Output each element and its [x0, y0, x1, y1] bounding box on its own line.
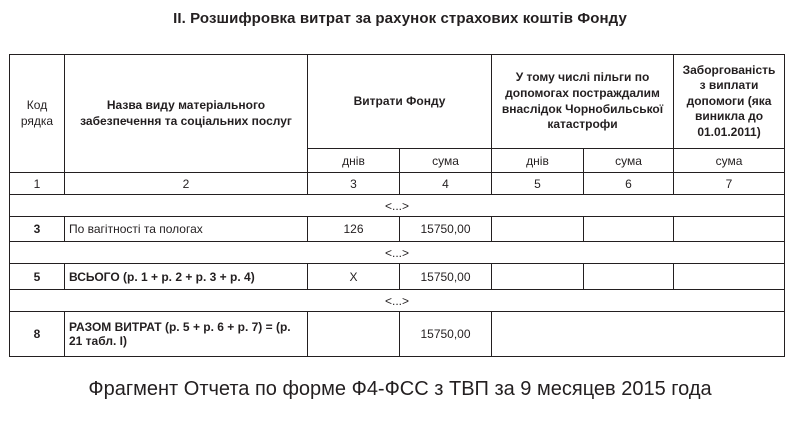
column-number-row	[10, 173, 785, 195]
ellipsis-marker: <...>	[10, 290, 785, 312]
row-code: 8	[10, 312, 65, 357]
header-code: Код рядка	[10, 55, 65, 173]
header-expenses: Витрати Фонду	[308, 55, 492, 149]
subheader-sum: сума	[400, 149, 492, 173]
row-sum: 15750,00	[400, 217, 492, 242]
row-debt-sum	[674, 217, 785, 242]
header-row	[10, 55, 785, 149]
row-days: 126	[308, 217, 400, 242]
row-name: По вагітності та пологах	[65, 217, 308, 242]
row-sum: 15750,00	[400, 312, 492, 357]
ellipsis-row	[10, 290, 785, 312]
row-code: 5	[10, 264, 65, 290]
header-debt: Заборгованість з виплати допомоги (яка виникла до 01.01.2011)	[674, 55, 785, 149]
ellipsis-row	[10, 242, 785, 264]
column-number: 6	[584, 173, 674, 195]
subheader-sum: сума	[674, 149, 785, 173]
row-code: 3	[10, 217, 65, 242]
ellipsis-marker: <...>	[10, 242, 785, 264]
row-name: ВСЬОГО (р. 1 + р. 2 + р. 3 + р. 4)	[65, 264, 308, 290]
table-row	[10, 312, 785, 357]
column-number: 3	[308, 173, 400, 195]
table-row	[10, 217, 785, 242]
column-number: 7	[674, 173, 785, 195]
figure-caption: Фрагмент Отчета по форме Ф4-ФСС з ТВП за 9 месяцев 2015 года	[88, 378, 712, 400]
column-number: 2	[65, 173, 308, 195]
row-days: Х	[308, 264, 400, 290]
row-debt-sum	[674, 264, 785, 290]
subheader-sum: сума	[584, 149, 674, 173]
row-chernobyl-sum	[584, 217, 674, 242]
subheader-days: днів	[308, 149, 400, 173]
section-title: II. Розшифровка витрат за рахунок страхових коштів Фонду	[173, 10, 627, 27]
row-chernobyl-sum	[584, 264, 674, 290]
row-chernobyl-days	[492, 217, 584, 242]
header-name: Назва виду матеріального забезпечення та соціальних послуг	[65, 55, 308, 173]
column-number: 1	[10, 173, 65, 195]
expense-table	[9, 54, 785, 357]
subheader-days: днів	[492, 149, 584, 173]
row-chernobyl-days	[492, 264, 584, 290]
row-days	[308, 312, 400, 357]
row-name: РАЗОМ ВИТРАТ (р. 5 + р. 6 + р. 7) = (р. 21 табл. І)	[65, 312, 308, 357]
row-empty-merged	[492, 312, 785, 357]
ellipsis-row	[10, 195, 785, 217]
column-number: 4	[400, 173, 492, 195]
row-sum: 15750,00	[400, 264, 492, 290]
table-row	[10, 264, 785, 290]
column-number: 5	[492, 173, 584, 195]
header-chernobyl: У тому числі пільги по допомогах постраждалим внаслідок Чорнобильської катастрофи	[492, 55, 674, 149]
ellipsis-marker: <...>	[10, 195, 785, 217]
